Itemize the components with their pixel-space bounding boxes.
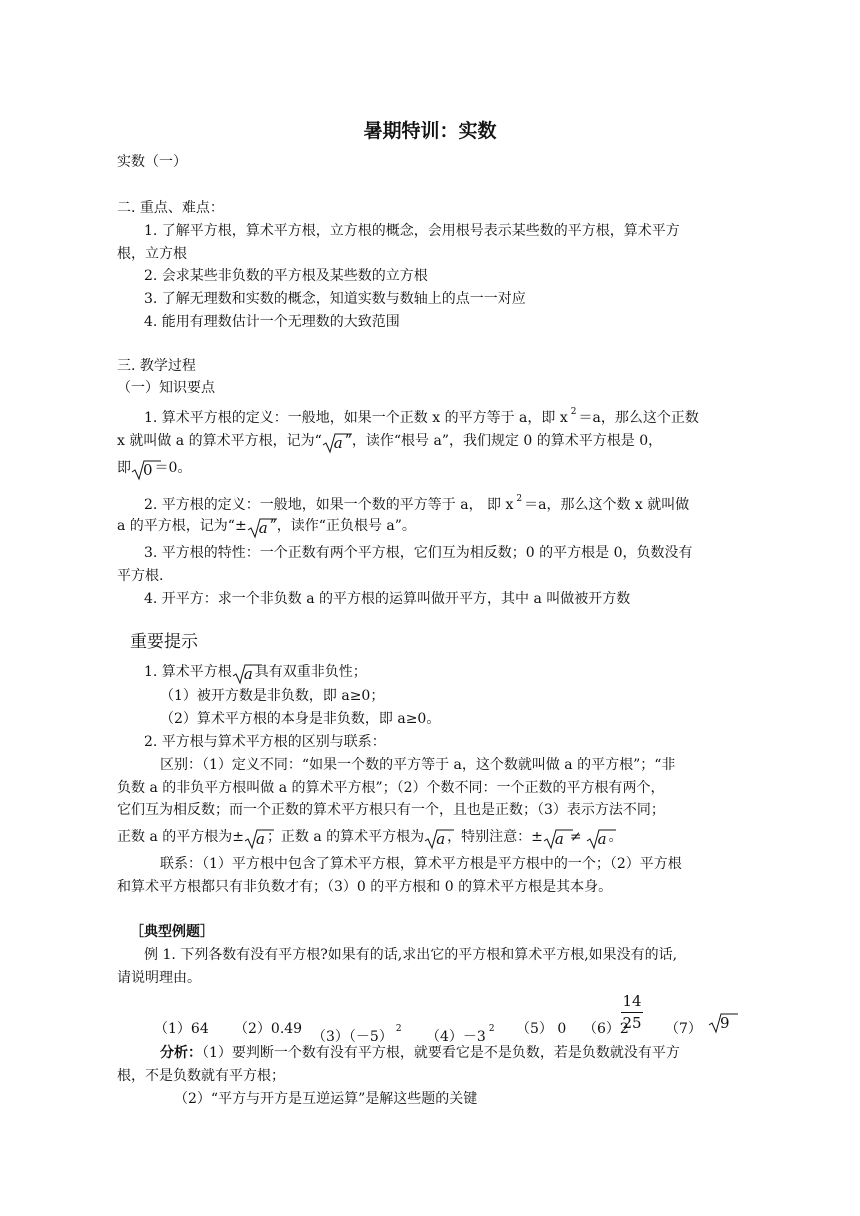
- paragraph-line: 它们互为相反数；而一个正数的算术平方根只有一个，且也是正数；（3）表示方法不同；: [117, 802, 665, 818]
- option-6: （6）2: [583, 1021, 629, 1037]
- section3-heading: 三. 教学过程: [117, 358, 196, 374]
- list-item: 4. 能用有理数估计一个无理数的大致范围: [144, 314, 400, 330]
- fraction-numerator: 14: [622, 992, 642, 1010]
- paragraph-line: 请说明理由。: [117, 970, 201, 986]
- fraction-bar: [621, 1012, 643, 1013]
- paragraph-line: 1. 算术平方根的定义：一般地，如果一个正数 x 的平方等于 a，即 x $^2$ ＝a，那么这个正数: [144, 407, 699, 426]
- sqrt-symbol: a: [586, 830, 609, 848]
- paragraph-line: 正数 a 的平方根为± a ；正数 a 的算术平方根为 a ，特别注意：± a ≠ a 。: [117, 829, 623, 848]
- sqrt-symbol: a: [543, 830, 566, 848]
- subtitle: 实数（一）: [117, 154, 187, 170]
- list-item: 1. 了解平方根，算术平方根，立方根的概念，会用根号表示某些数的平方根，算术平方: [144, 223, 680, 239]
- paragraph-line: （2）算术平方根的本身是非负数，即 a≥0。: [160, 711, 441, 727]
- fraction-denominator: 25: [622, 1014, 642, 1032]
- tips-heading: 重要提示: [130, 632, 198, 652]
- paragraph-line: 和算术平方根都只有非负数才有；（3）0 的平方根和 0 的算术平方根是其本身。: [117, 879, 613, 895]
- analysis-line: 分析：（1）要判断一个数有没有平方根，就要看它是不是负数，若是负数就没有平方: [160, 1045, 680, 1061]
- sqrt-symbol: a: [244, 830, 267, 848]
- paragraph-line: 联系：（1）平方根中包含了算术平方根，算术平方根是平方根中的一个；（2）平方根: [160, 856, 682, 872]
- list-item: 2. 会求某些非负数的平方根及某些数的立方根: [144, 268, 428, 284]
- paragraph-line: 例 1. 下列各数有没有平方根?如果有的话,求出它的平方根和算术平方根,如果没有的话,: [144, 947, 678, 963]
- paragraph-line: 1. 算术平方根 a 具有双重非负性；: [144, 664, 367, 683]
- option-3: （3）（－5） $^2$: [312, 1024, 402, 1045]
- option-4: （4）－3 $^2$: [426, 1024, 495, 1045]
- sqrt-symbol: a: [322, 434, 345, 452]
- sqrt-symbol: 0: [131, 461, 155, 479]
- option-7: （7）: [665, 1021, 702, 1037]
- sqrt-symbol: 9: [708, 1014, 732, 1032]
- list-item: 3. 了解无理数和实数的概念，知道实数与数轴上的点一一对应: [144, 291, 526, 307]
- section2-heading: 二. 重点、难点：: [117, 200, 224, 216]
- paragraph-line: 3. 平方根的特性：一个正数有两个平方根，它们互为相反数；0 的平方根是 0，负数没有: [144, 545, 693, 561]
- paragraph-line: 负数 a 的非负平方根叫做 a 的算术平方根”；（2）个数不同：一个正数的平方根有两个，: [117, 780, 665, 796]
- option-1: （1）64: [154, 1021, 209, 1037]
- page-title: 暑期特训：实数: [363, 120, 497, 142]
- paragraph-line: 2. 平方根与算术平方根的区别与联系：: [144, 734, 386, 750]
- sqrt-symbol: a: [232, 665, 255, 683]
- option-5: （5） 0: [516, 1021, 567, 1037]
- paragraph-line: 4. 开平方：求一个非负数 a 的平方根的运算叫做开平方，其中 a 叫做被开方数: [144, 591, 631, 607]
- examples-heading: ［典型例题］: [130, 924, 214, 940]
- option-7-sqrt: [708, 1011, 732, 1032]
- paragraph-line: 平方根.: [117, 568, 164, 584]
- paragraph-line: （1）被开方数是非负数，即 a≥0；: [160, 688, 385, 704]
- paragraph-line: x 就叫做 a 的算术平方根，记为“ a ”，读作“根号 a”，我们规定 0 的算术平方根是 0，: [117, 433, 663, 452]
- paragraph-line: （2）“平方与开方是互逆运算”是解这些题的关键: [174, 1091, 478, 1107]
- paragraph-line: 根，不是负数就有平方根；: [117, 1068, 285, 1084]
- sqrt-symbol: a: [424, 830, 447, 848]
- paragraph-line: 即 0 ＝0。: [117, 460, 192, 479]
- section3-subheading: （一）知识要点: [117, 380, 215, 396]
- list-item: 根，立方根: [117, 246, 187, 262]
- paragraph-line: 2. 平方根的定义：一般地，如果一个数的平方等于 a， 即 x $^2$ ＝a，那么这个数 x 就叫做: [144, 494, 690, 513]
- option-2: （2）0.49: [234, 1021, 303, 1037]
- paragraph-line: 区别：（1）定义不同：“如果一个数的平方等于 a，这个数就叫做 a 的平方根”；“非: [160, 757, 676, 773]
- sqrt-symbol: a: [247, 519, 270, 537]
- paragraph-line: a 的平方根，记为“± a ”，读作“正负根号 a”。: [117, 518, 416, 537]
